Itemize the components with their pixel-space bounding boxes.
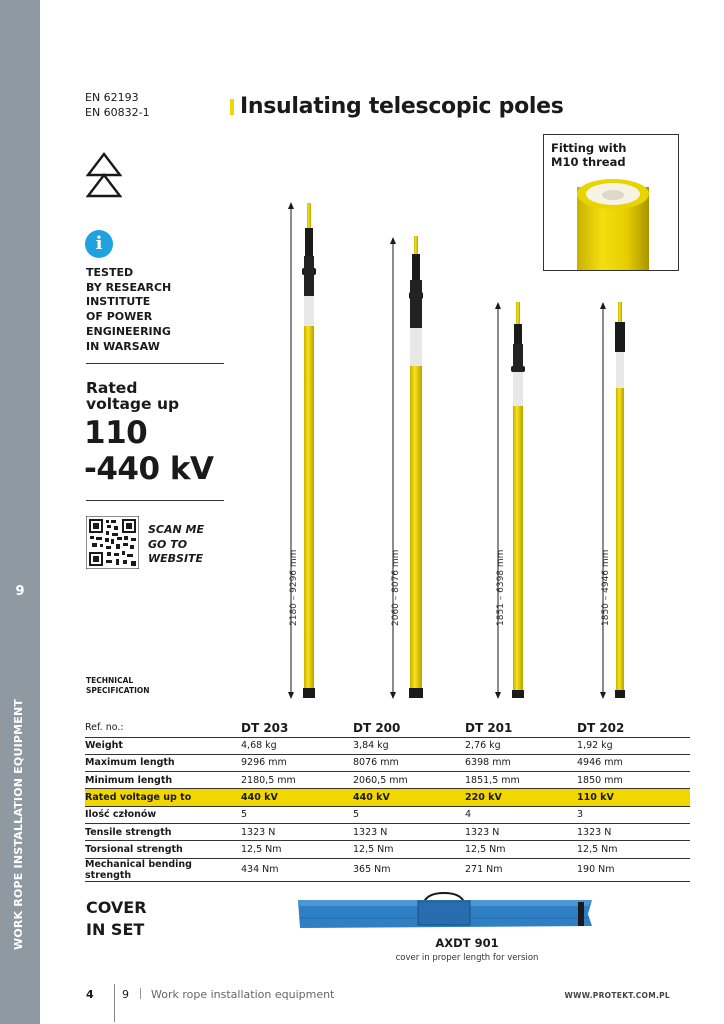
cell: 1851,5 mm: [465, 772, 577, 789]
row-label: Ilość członów: [85, 806, 241, 823]
row-label: Weight: [85, 737, 241, 754]
cover-description: cover in proper length for version: [395, 953, 539, 963]
table-row: [85, 858, 690, 881]
cell: 110 kV: [577, 789, 690, 806]
row-label: Torsional strength: [85, 841, 241, 858]
scan-line: GO TO: [148, 537, 188, 551]
info-icon: i: [85, 230, 113, 258]
table-row: [85, 737, 690, 754]
scan-line: WEBSITE: [148, 552, 204, 565]
rated-label-line1: Rated: [86, 379, 138, 397]
cover-in-set-heading: [86, 897, 147, 941]
cell: 1323 N: [465, 823, 577, 840]
row-label: Maximum length: [85, 754, 241, 771]
fitting-label-line1: Fitting with: [551, 141, 627, 155]
tested-line: INSTITUTE: [86, 295, 151, 309]
cell: 4946 mm: [577, 754, 690, 771]
cell: 271 Nm: [465, 858, 577, 881]
pole-range-dt201: 1851 – 6398 mm: [496, 549, 506, 626]
cell: 12,5 Nm: [577, 841, 690, 858]
model-header: DT 203: [241, 719, 353, 737]
tested-line: ENGINEERING: [86, 324, 171, 338]
tested-line: BY RESEARCH: [86, 280, 172, 294]
cell: 12,5 Nm: [241, 841, 353, 858]
rated-voltage-value-line2: -440 kV: [84, 451, 214, 487]
table-header-row: [85, 719, 690, 737]
cell: 365 Nm: [353, 858, 465, 881]
website-link[interactable]: WWW.PROTEKT.COM.PL: [564, 991, 670, 1000]
sidebar-section-number: 9: [15, 584, 25, 599]
page-title: Insulating telescopic poles: [240, 94, 564, 119]
cell: 1323 N: [353, 823, 465, 840]
cover-model: AXDT 901: [435, 936, 499, 950]
cell: 3: [577, 806, 690, 823]
cell: 434 Nm: [241, 858, 353, 881]
row-label: Tensile strength: [85, 823, 241, 840]
footer-section-number: 9: [122, 988, 129, 1001]
cell: 1323 N: [577, 823, 690, 840]
cell: 2060,5 mm: [353, 772, 465, 789]
table-row-highlighted: [85, 789, 690, 806]
footer-section-name: Work rope installation equipment: [151, 988, 335, 1001]
pole-dt202: [600, 302, 625, 699]
pole-range-dt203: 2180 – 9296 mm: [289, 549, 299, 626]
fitting-label-line2: M10 thread: [551, 155, 626, 169]
cell: 220 kV: [465, 789, 577, 806]
cell: 5: [353, 806, 465, 823]
cell: 190 Nm: [577, 858, 690, 881]
pole-range-dt202: 1850 – 4946 mm: [601, 549, 611, 626]
cover-line1: COVER: [86, 898, 147, 917]
ref-no-label: Ref. no.:: [85, 719, 241, 737]
cell: 440 kV: [241, 789, 353, 806]
cell: 2,76 kg: [465, 737, 577, 754]
table-row: [85, 806, 690, 823]
pole-dt200: [390, 236, 423, 699]
standard-2: EN 60832-1: [85, 106, 150, 119]
model-header: DT 200: [353, 719, 465, 737]
cell: 6398 mm: [465, 754, 577, 771]
row-label: Minimum length: [85, 772, 241, 789]
cell: 3,84 kg: [353, 737, 465, 754]
tested-line: IN WARSAW: [86, 339, 160, 353]
page-number: 4: [86, 988, 94, 1001]
cell: 440 kV: [353, 789, 465, 806]
table-row: [85, 841, 690, 858]
cell: 1,92 kg: [577, 737, 690, 754]
table-row: [85, 823, 690, 840]
scan-line: SCAN ME: [148, 523, 205, 536]
cell: 12,5 Nm: [465, 841, 577, 858]
table-row: [85, 772, 690, 789]
sidebar-section-title: WORK ROPE INSTALLATION EQUIPMENT: [12, 698, 25, 950]
specification-table: [85, 719, 690, 882]
standard-1: EN 62193: [85, 91, 139, 104]
techspec-line: TECHNICAL: [86, 676, 134, 685]
cell: 4,68 kg: [241, 737, 353, 754]
model-header: DT 201: [465, 719, 577, 737]
cell: 9296 mm: [241, 754, 353, 771]
cell: 1323 N: [241, 823, 353, 840]
techspec-line: SPECIFICATION: [86, 686, 150, 695]
footer-section: [122, 988, 334, 1001]
row-label: Mechanical bending strength: [85, 858, 241, 881]
rated-label-line2: voltage up: [86, 395, 180, 413]
pole-range-dt200: 2060 – 8076 mm: [391, 549, 401, 626]
cell: 8076 mm: [353, 754, 465, 771]
footer-divider: [114, 984, 115, 1022]
pole-dt201: [495, 302, 525, 699]
cell: 1850 mm: [577, 772, 690, 789]
cell: 12,5 Nm: [353, 841, 465, 858]
cell: 4: [465, 806, 577, 823]
cell: 2180,5 mm: [241, 772, 353, 789]
tested-line: OF POWER: [86, 310, 153, 324]
rated-voltage-value-line1: 110: [84, 415, 148, 451]
table-row: [85, 754, 690, 771]
cover-bag-image: [296, 892, 596, 932]
row-label: Rated voltage up to: [85, 789, 241, 806]
cell: 5: [241, 806, 353, 823]
cover-line2: IN SET: [86, 920, 145, 939]
model-header: DT 202: [577, 719, 690, 737]
tested-line: TESTED: [86, 266, 134, 279]
